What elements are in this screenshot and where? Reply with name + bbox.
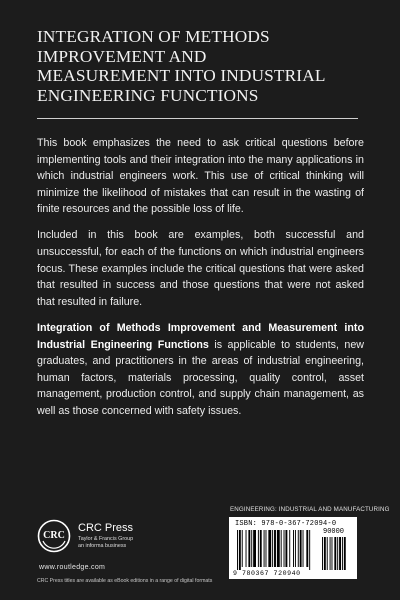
barcode-bar bbox=[309, 530, 310, 570]
barcode-bar bbox=[260, 530, 262, 567]
publisher-logo bbox=[37, 518, 237, 578]
barcode-addon-bar bbox=[334, 537, 336, 570]
barcode-addon-bar bbox=[322, 537, 323, 570]
barcode-addon-bar bbox=[324, 537, 326, 570]
barcode-bar bbox=[251, 530, 252, 567]
description-paragraph: Included in this book are examples, both successful and unsuccessful, for each of the functions on which industrial engineers focus. These examples include the critical questions that were asked that resulted in success and those questions that were not asked that resulted in failure. bbox=[37, 229, 364, 308]
barcode-bar bbox=[281, 530, 282, 567]
barcode-bar bbox=[285, 530, 287, 567]
barcode-addon-bar bbox=[337, 537, 338, 570]
barcode-bar bbox=[306, 530, 308, 567]
barcode-bar bbox=[239, 530, 241, 570]
barcode-bar bbox=[284, 530, 285, 567]
barcode-bar bbox=[268, 530, 271, 567]
publisher-name: CRC Press bbox=[78, 522, 134, 534]
group-line: Taylor & Francis Group bbox=[78, 536, 134, 542]
business-line: an informa business bbox=[78, 543, 127, 549]
barcode-bar bbox=[253, 530, 256, 567]
description-paragraph: This book emphasizes the need to ask critical questions before implementing tools and their integration into the many applications in which industrial engineers work. This use of critical thinking will minimize the likelihood of mistakes that can result in the wasting of finite resources and the possible loss of life. bbox=[37, 137, 364, 216]
barcode-bar bbox=[264, 530, 265, 567]
barcode-bar bbox=[272, 530, 273, 567]
title-line: INTEGRATION OF METHODS bbox=[37, 27, 270, 46]
publisher-tagline bbox=[78, 536, 133, 550]
logo-text: CRC bbox=[43, 530, 65, 541]
title-line: IMPROVEMENT AND bbox=[37, 46, 207, 66]
barcode-bar bbox=[274, 530, 276, 567]
barcode-bar bbox=[258, 530, 259, 567]
book-title bbox=[37, 27, 367, 105]
barcode-addon-bar bbox=[344, 537, 346, 570]
price-code: 90000 bbox=[323, 528, 345, 536]
paragraph-rest: is applicable to students, new graduates, and practitioners in the areas of industrial engineering, human factors, materials processing, quality control, asset management, production control, and supply chain management, as well as those concerned with safety issues. bbox=[37, 338, 364, 417]
barcode-bar bbox=[266, 530, 267, 567]
title-line: ENGINEERING FUNCTIONS bbox=[37, 85, 259, 105]
barcode-addon-bar bbox=[327, 537, 328, 570]
barcode-bar bbox=[298, 530, 299, 567]
barcode-bar bbox=[237, 530, 238, 570]
barcode-bar bbox=[300, 530, 302, 567]
barcode-addon-bar bbox=[342, 537, 343, 570]
barcode-bar bbox=[246, 530, 247, 567]
barcode-bar bbox=[295, 530, 296, 567]
title-line: MEASUREMENT INTO INDUSTRIAL bbox=[37, 66, 326, 85]
description-paragraph bbox=[37, 320, 364, 420]
series-label: ENGINEERING: INDUSTRIAL AND MANUFACTURING bbox=[230, 506, 390, 513]
barcode-addon-bar bbox=[330, 537, 331, 570]
book-description bbox=[37, 135, 364, 429]
barcode-bar bbox=[289, 530, 290, 567]
barcode-bar bbox=[293, 530, 294, 567]
book-title-inline: Integration of Methods Improvement and Measurement into Industrial Engineering Functions bbox=[37, 321, 364, 351]
barcode bbox=[229, 517, 357, 579]
crc-press-logo-icon bbox=[37, 519, 71, 553]
barcode-bar bbox=[248, 530, 250, 567]
ebook-footnote: CRC Press titles are available as eBook editions in a range of digital formats bbox=[37, 578, 213, 584]
barcode-bar bbox=[277, 530, 280, 567]
barcode-bar bbox=[242, 530, 243, 567]
title-divider bbox=[37, 118, 358, 119]
publisher-website: www.routledge.com bbox=[39, 564, 106, 571]
barcode-bar bbox=[303, 530, 304, 567]
barcode-addon-bar bbox=[332, 537, 333, 570]
ean-digits: 9 780367 720940 bbox=[233, 570, 301, 577]
isbn-text: ISBN: 978-0-367-72094-0 bbox=[235, 520, 337, 528]
barcode-addon-bar bbox=[339, 537, 341, 570]
